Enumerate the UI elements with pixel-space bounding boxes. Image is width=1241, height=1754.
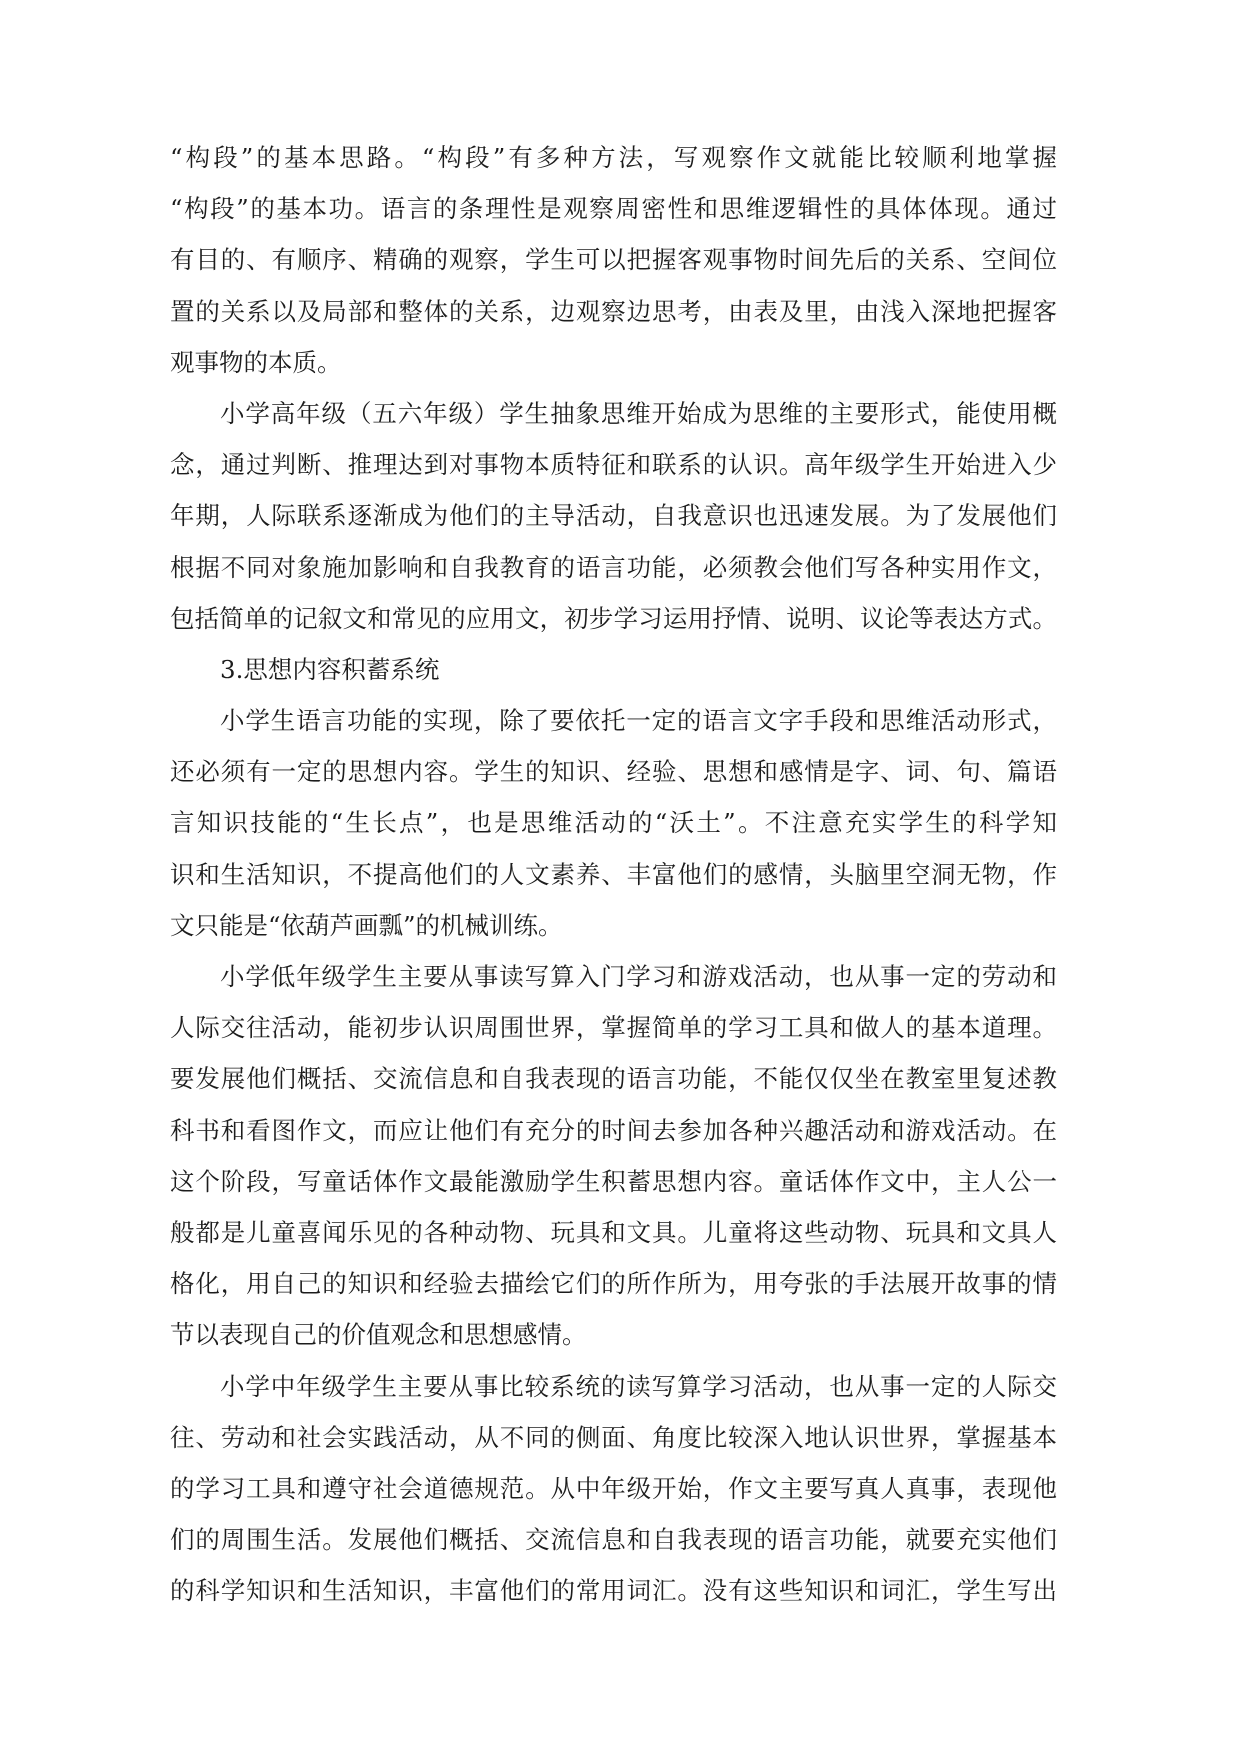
- text-line: 们的周围生活。发展他们概括、交流信息和自我表现的语言功能，就要充实他们: [170, 1525, 1057, 1555]
- text-line: 节以表现自己的价值观念和思想感情。: [170, 1320, 587, 1350]
- text-line: 小学低年级学生主要从事读写算入门学习和游戏活动，也从事一定的劳动和: [220, 962, 1057, 991]
- text-line: 还必须有一定的思想内容。学生的知识、经验、思想和感情是字、词、句、篇语: [170, 757, 1057, 787]
- text-line: 念，通过判断、推理达到对事物本质特征和联系的认识。高年级学生开始进入少: [170, 450, 1057, 480]
- text-line: 包括简单的记叙文和常见的应用文，初步学习运用抒情、说明、议论等表达方式。: [170, 603, 1057, 633]
- text-line: 要发展他们概括、交流信息和自我表现的语言功能，不能仅仅坐在教室里复述教: [170, 1064, 1057, 1094]
- text-line: 识和生活知识，不提高他们的人文素养、丰富他们的感情，头脑里空洞无物，作: [170, 859, 1057, 889]
- text-line: 根据不同对象施加影响和自我教育的语言功能，必须教会他们写各种实用作文，: [170, 552, 1057, 582]
- paragraph-lower-grades: [170, 951, 1057, 1361]
- text-line: 人际交往活动，能初步认识周围世界，掌握简单的学习工具和做人的基本道理。: [170, 1013, 1057, 1043]
- paragraph-content-system: [170, 695, 1057, 951]
- text-line: 科书和看图作文，而应让他们有充分的时间去参加各种兴趣活动和游戏活动。在: [170, 1115, 1057, 1145]
- text-line: 观事物的本质。: [170, 347, 342, 377]
- text-line: 格化，用自己的知识和经验去描绘它们的所作所为，用夸张的手法展开故事的情: [170, 1269, 1057, 1299]
- section-heading-text: 3.思想内容积蓄系统: [220, 654, 440, 684]
- text-line: 年期，人际联系逐渐成为他们的主导活动，自我意识也迅速发展。为了发展他们: [170, 501, 1057, 531]
- text-line: 小学生语言功能的实现，除了要依托一定的语言文字手段和思维活动形式，: [220, 706, 1057, 736]
- document-body: [170, 132, 1057, 1616]
- text-line: 的科学知识和生活知识，丰富他们的常用词汇。没有这些知识和词汇，学生写出: [170, 1576, 1057, 1606]
- paragraph-continuation: [170, 132, 1057, 388]
- text-line: 置的关系以及局部和整体的关系，边观察边思考，由表及里，由浅入深地把握客: [170, 296, 1057, 326]
- text-line: “构段”的基本思路。“构段”有多种方法，写观察作文就能比较顺利地掌握: [170, 143, 1057, 172]
- text-line: 的学习工具和遵守社会道德规范。从中年级开始，作文主要写真人真事，表现他: [170, 1473, 1057, 1503]
- text-line: 小学高年级（五六年级）学生抽象思维开始成为思维的主要形式，能使用概: [220, 398, 1057, 428]
- text-line: 有目的、有顺序、精确的观察，学生可以把握客观事物时间先后的关系、空间位: [170, 245, 1057, 275]
- section-heading: [170, 644, 1057, 695]
- text-line: 小学中年级学生主要从事比较系统的读写算学习活动，也从事一定的人际交: [220, 1371, 1057, 1401]
- paragraph-upper-grades: [170, 388, 1057, 644]
- text-line: 般都是儿童喜闻乐见的各种动物、玩具和文具。儿童将这些动物、玩具和文具人: [170, 1217, 1057, 1247]
- text-line: 这个阶段，写童话体作文最能激励学生积蓄思想内容。童话体作文中，主人公一: [170, 1166, 1057, 1196]
- text-line: 文只能是“依葫芦画瓢”的机械训练。: [170, 910, 563, 940]
- text-line: 言知识技能的“生长点”，也是思维活动的“沃土”。不注意充实学生的科学知: [170, 808, 1057, 838]
- paragraph-middle-grades: [170, 1361, 1057, 1617]
- text-line: “构段”的基本功。语言的条理性是观察周密性和思维逻辑性的具体体现。通过: [170, 194, 1057, 224]
- text-line: 往、劳动和社会实践活动，从不同的侧面、角度比较深入地认识世界，掌握基本: [170, 1422, 1057, 1452]
